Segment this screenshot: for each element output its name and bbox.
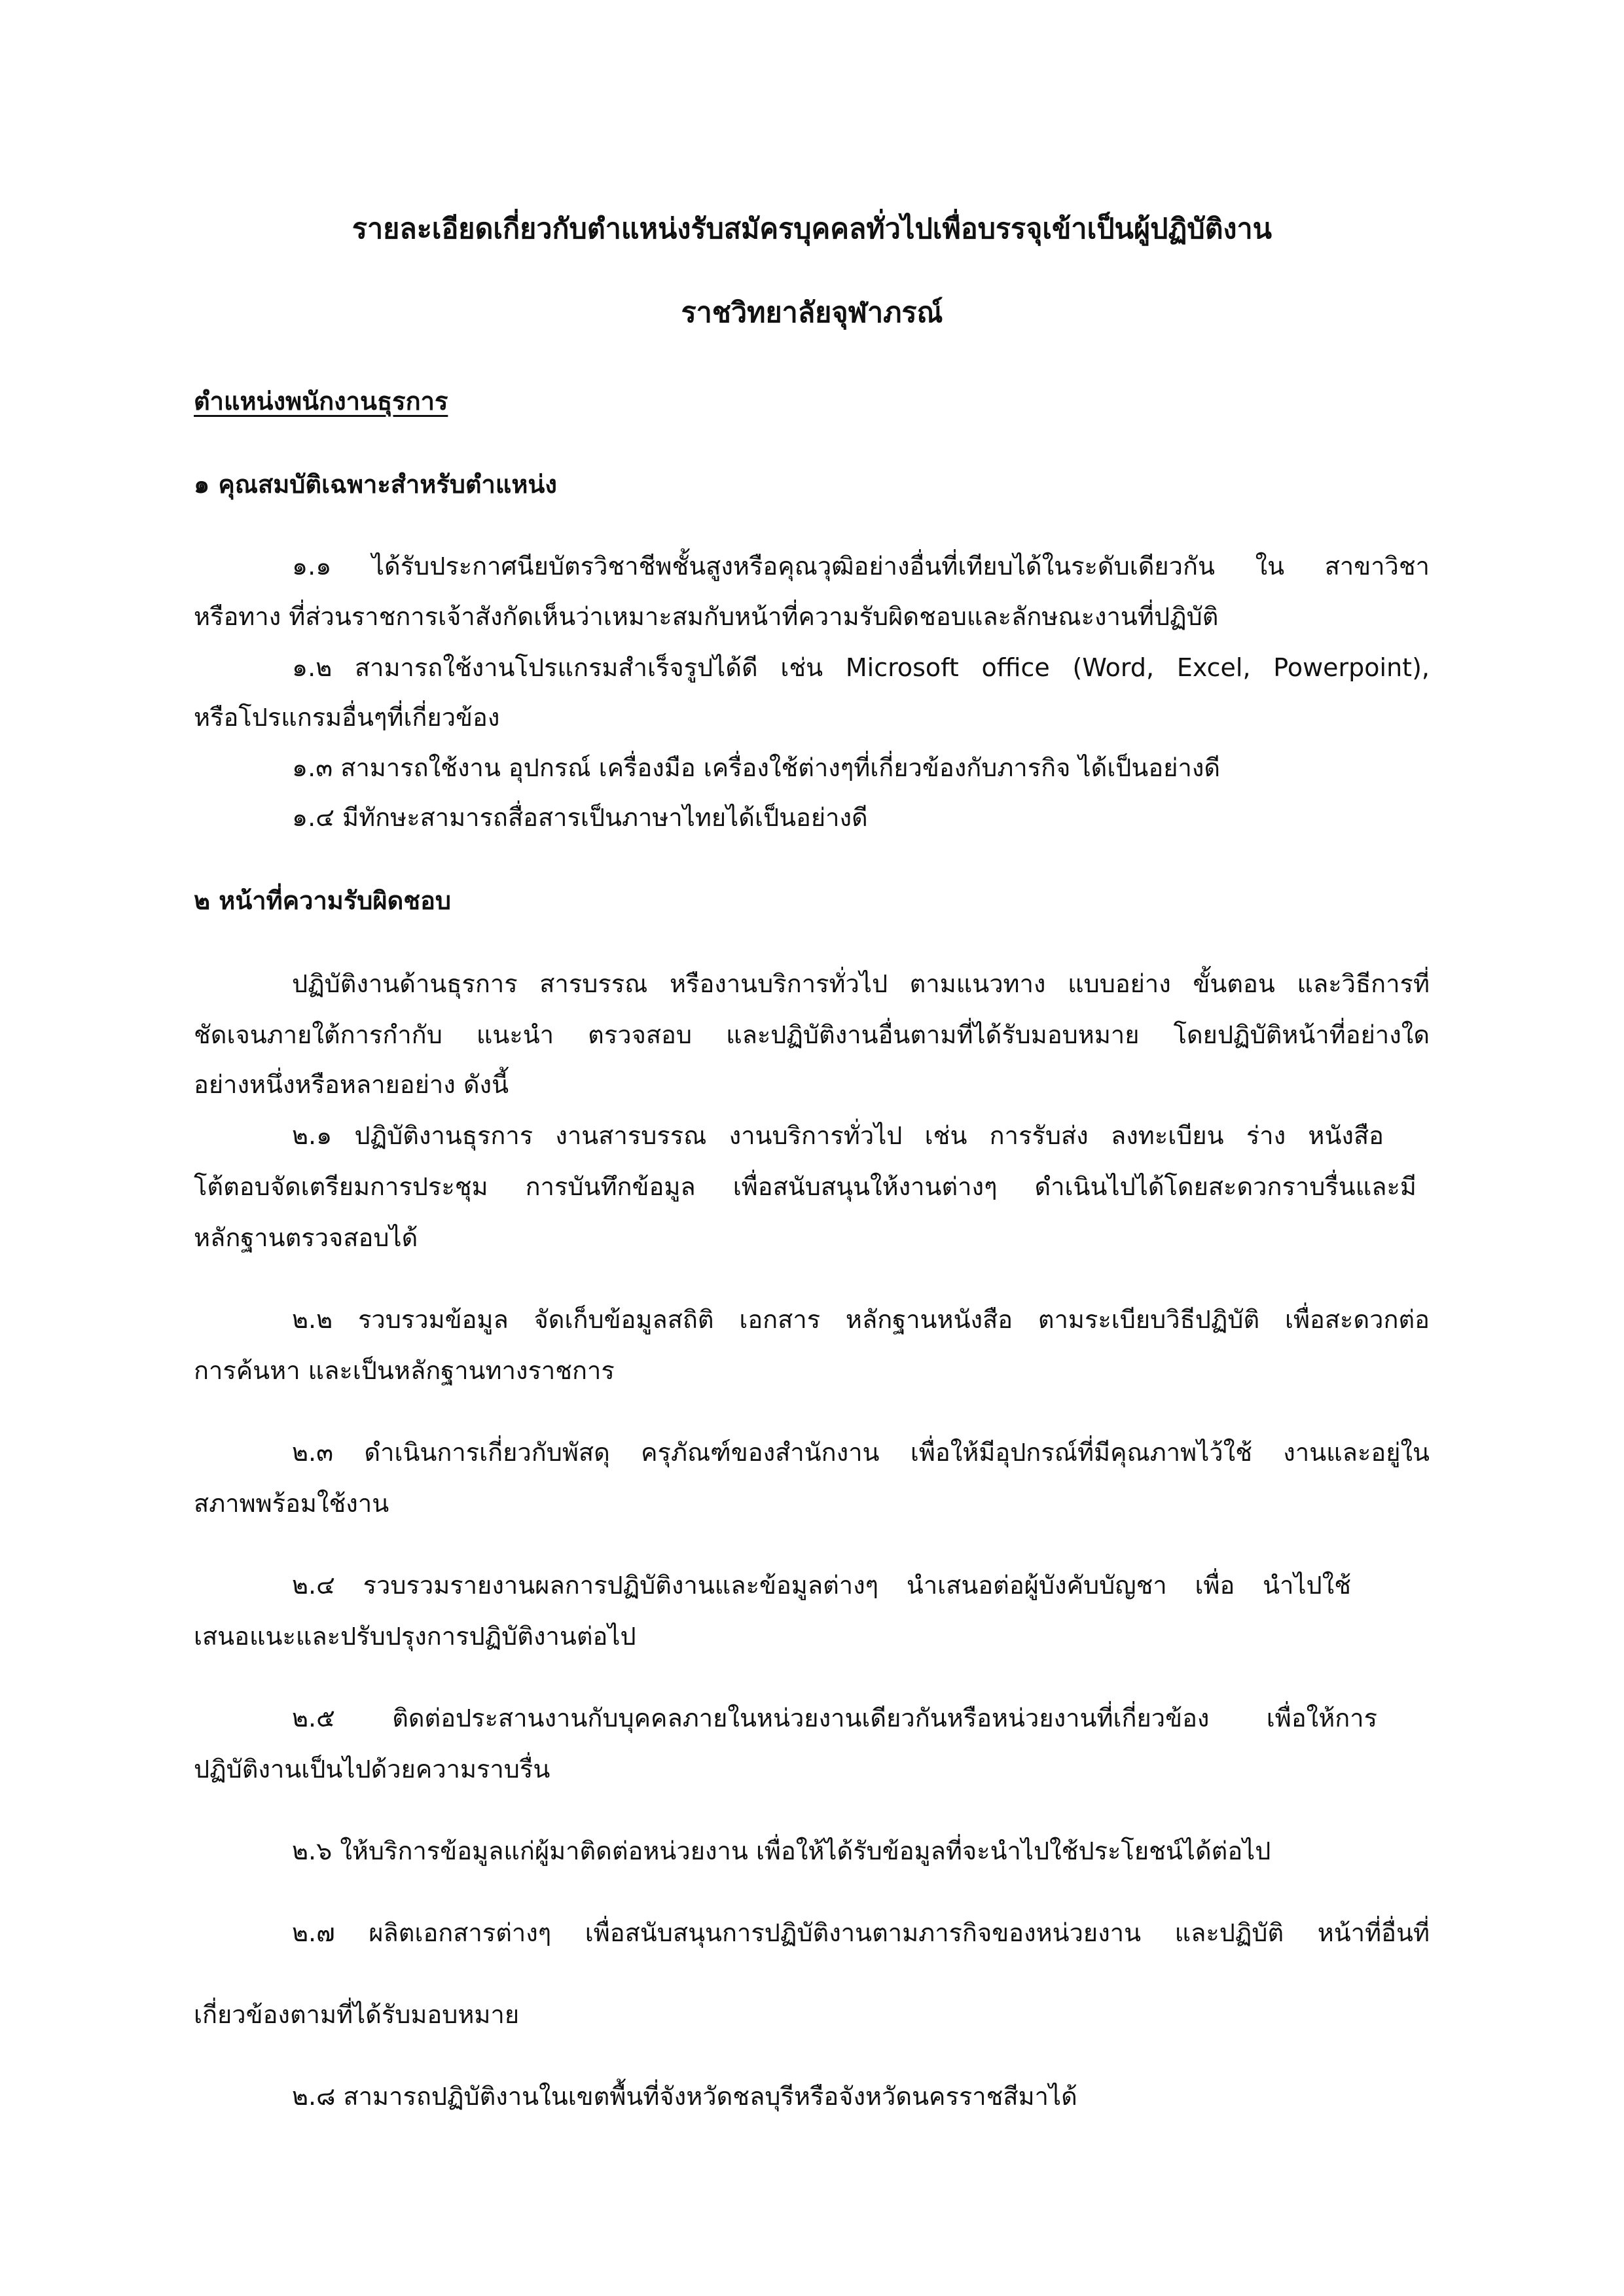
- item-2-7-line-2: เกี่ยวข้องตามที่ได้รับมอบหมาย: [194, 2000, 520, 2029]
- item-1-4: ๑.๔ มีทักษะสามารถสื่อสารเป็นภาษาไทยได้เป็นอย่างดี: [292, 803, 868, 832]
- item-2-5-line-1: ๒.๕ ติดต่อประสานงานกับบุคคลภายในหน่วยงานเดียวกันหรือหน่วยงานที่เกี่ยวข้อง เพื่อให้การ: [292, 1704, 1377, 1732]
- item-2-1-line-3: หลักฐานตรวจสอบได้: [194, 1223, 418, 1252]
- section-1-heading: ๑ คุณสมบัติเฉพาะสำหรับตำแหน่ง: [194, 470, 557, 499]
- item-2-1-line-2: โต้ตอบจัดเตรียมการประชุม การบันทึกข้อมูล เพื่อสนับสนุนให้งานต่างๆ ดำเนินไปได้โดยสะดวกราบรื่นและมี: [194, 1172, 1416, 1201]
- item-2-3-line-1: ๒.๓ ดำเนินการเกี่ยวกับพัสดุ ครุภัณฑ์ของสำนักงาน เพื่อให้มีอุปกรณ์ที่มีคุณภาพไว้ใช้ งานและอยู่ใน: [292, 1438, 1430, 1467]
- item-2-8: ๒.๘ สามารถปฏิบัติงานในเขตพื้นที่จังหวัดชลบุรีหรือจังหวัดนครราชสีมาได้: [292, 2082, 1077, 2111]
- item-1-3: ๑.๓ สามารถใช้งาน อุปกรณ์ เครื่องมือ เครื่องใช้ต่างๆที่เกี่ยวข้องกับภารกิจ ได้เป็นอย่างดี: [292, 753, 1221, 782]
- item-1-1-line-1: ๑.๑ ได้รับประกาศนียบัตรวิชาชีพชั้นสูงหรือคุณวุฒิอย่างอื่นที่เทียบได้ในระดับเดียวกัน ใน สาขาวิชา: [292, 552, 1430, 581]
- section-2-heading: ๒ หน้าที่ความรับผิดชอบ: [194, 886, 452, 915]
- item-2-5-line-2: ปฏิบัติงานเป็นไปด้วยความราบรื่น: [194, 1755, 550, 1784]
- item-1-1-line-2: หรือทาง ที่ส่วนราชการเจ้าสังกัดเห็นว่าเหมาะสมกับหน้าที่ความรับผิดชอบและลักษณะงานที่ปฏิบัติ: [194, 602, 1219, 631]
- section-2-intro-line-2: ชัดเจนภายใต้การกำกับ แนะนำ ตรวจสอบ และปฏิบัติงานอื่นตามที่ได้รับมอบหมาย โดยปฏิบัติหน้าที่อย่างใด: [194, 1020, 1430, 1049]
- position-heading: ตำแหน่งพนักงานธุรการ: [194, 387, 448, 416]
- item-2-7-line-1: ๒.๗ ผลิตเอกสารต่างๆ เพื่อสนับสนุนการปฏิบัติงานตามภารกิจของหน่วยงาน และปฏิบัติ หน้าที่อื่นที่: [292, 1918, 1430, 1947]
- item-2-4-line-2: เสนอแนะและปรับปรุงการปฏิบัติงานต่อไป: [194, 1622, 636, 1651]
- item-2-4-line-1: ๒.๔ รวบรวมรายงานผลการปฏิบัติงานและข้อมูลต่างๆ นำเสนอต่อผู้บังคับบัญชา เพื่อ นำไปใช้: [292, 1571, 1351, 1600]
- section-2-intro-line-1: ปฏิบัติงานด้านธุรการ สารบรรณ หรืองานบริการทั่วไป ตามแนวทาง แบบอย่าง ขั้นตอน และวิธีการที่: [292, 969, 1430, 998]
- item-2-6: ๒.๖ ให้บริการข้อมูลแก่ผู้มาติดต่อหน่วยงาน เพื่อให้ได้รับข้อมูลที่จะนำไปใช้ประโยชน์ได้ต่อไป: [292, 1837, 1271, 1865]
- item-2-2-line-1: ๒.๒ รวบรวมข้อมูล จัดเก็บข้อมูลสถิติ เอกสาร หลักฐานหนังสือ ตามระเบียบวิธีปฏิบัติ เพื่อสะดวกต่อ: [292, 1305, 1430, 1334]
- item-2-2-line-2: การค้นหา และเป็นหลักฐานทางราชการ: [194, 1356, 615, 1385]
- item-2-1-line-1: ๒.๑ ปฏิบัติงานธุรการ งานสารบรรณ งานบริการทั่วไป เช่น การรับส่ง ลงทะเบียน ร่าง หนังสือ: [292, 1121, 1384, 1150]
- item-1-2-line-2: หรือโปรแกรมอื่นๆที่เกี่ยวข้อง: [194, 703, 500, 732]
- document-title-line-2: ราชวิทยาลัยจุฬาภรณ์: [681, 296, 943, 329]
- document-title-line-1: รายละเอียดเกี่ยวกับตำแหน่งรับสมัครบุคคลทั่วไปเพื่อบรรจุเข้าเป็นผู้ปฏิบัติงาน: [352, 213, 1272, 245]
- item-2-3-line-2: สภาพพร้อมใช้งาน: [194, 1489, 389, 1518]
- section-2-intro-line-3: อย่างหนึ่งหรือหลายอย่าง ดังนี้: [194, 1070, 509, 1099]
- item-1-2-line-1: ๑.๒ สามารถใช้งานโปรแกรมสำเร็จรูปได้ดี เช่น Microsoft office (Word, Excel, Powerpoint),: [292, 653, 1430, 682]
